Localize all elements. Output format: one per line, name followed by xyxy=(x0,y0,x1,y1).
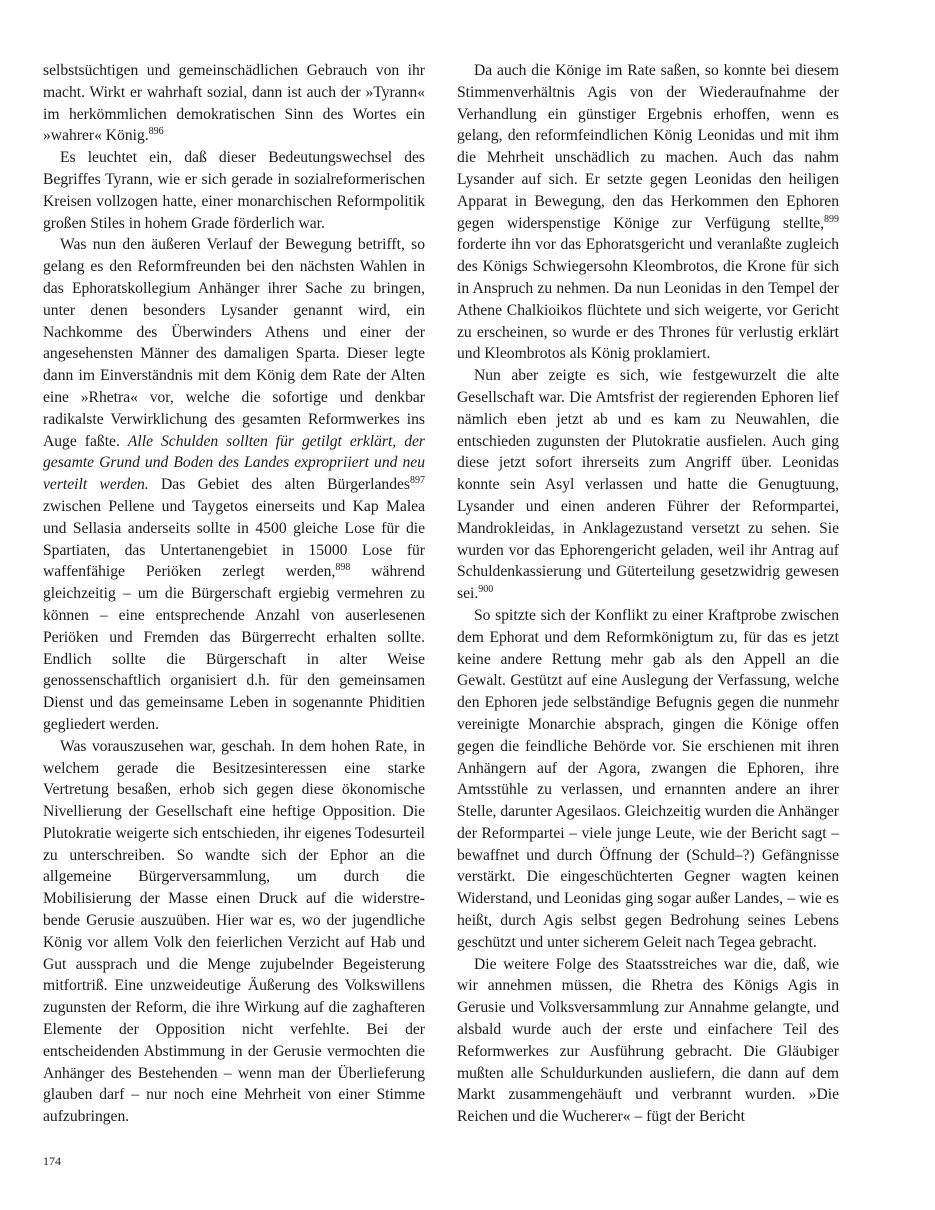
right-text-column xyxy=(457,60,839,1128)
paragraph: Die weitere Folge des Staatsstreiches war die, daß, wie wir annehmen müssen, die Rhetra des Königs Agis in Gerusie und Volksversammlung zur Annahme gelangte, und alsbald wurde auch der erste und einfachere Teil des Reformwerkes zur Ausführung gebracht. Die Gläubiger mußten alle Schuldurkunden ausliefern, die dann auf dem Markt zusammengehäuft und verbrannt wurden. »Die Reichen und die Wucherer« – fügt der Bericht xyxy=(457,955,839,1126)
paragraph: Nun aber zeigte es sich, wie festgewurzelt die alte Gesellschaft war. Die Amtsfrist der regierenden Ephoren lief nämlich eben jetzt ab und es kam zu Neuwahlen, die entschieden zugunsten der Plutokratie ausfielen. Auch ging diese jetzt sofort ihrerseits zum Angriff über. Leonidas konnte sein Asyl verlassen und hatte die Genugtuung, Lysander und einen anderen Führer der Reformpartei, Mandrokleidas, in Anklagezustand versetzt zu sehen. Sie wurden vor das Ephorengericht geladen, weil ihr Antrag auf Schuldenkassierung und Güterteilung gesetzwidrig gewesen sei.$^{900}$ xyxy=(457,367,839,603)
paragraph: Da auch die Könige im Rate saßen, so konnte bei diesem Stimmenverhältnis Agis von der Wiederaufnahme der Verhandlung ein günstiger Ergebnis erhoffen, wenn es gelang, den reformfeindlichen König Leonidas und mit ihm die Mehrheit unschädlich zu machen. Auch das nahm Lysander auf sich. Er setzte gegen Leonidas den heiligen Apparat in Bewegung, den das Herkommen den Ephoren gegen widerspenstige Könige zur Verfügung stellte,$^{899}$ forderte ihn vor das Ephoratsgericht und veranlaßte zugleich des Königs Schwiegersohn Kleombrotos, die Krone für sich in Anspruch zu nehmen. Da nun Leonidas in den Tempel der Athene Chalkioikos flüchtete und sich weigerte, vor Gericht zu erscheinen, so wurde er des Thrones für verlustig erklärt und Kleombrotos als König proklamiert. xyxy=(457,62,839,363)
paragraph: So spitzte sich der Konflikt zu einer Kraftprobe zwischen dem Ephorat und dem Reformkönigtum zu, für das es jetzt keine andere Rettung mehr gab als den Appell an die Gewalt. Gestützt auf eine Auslegung der Verfassung, welche den Ephoren jede selbständige Befugnis gegen die nunmehr vereinigte Monarchie absprach, gingen die Könige offen gegen die feindliche Behörde vor. Sie erschienen mit ihren Anhängern auf der Agora, zwangen die Ephoren, ihre Amtsstühle zu verlassen, und ernannten andere an ihrer Stelle, darunter Agesilaos. Gleichzeitig wurden die Anhänger der Reformpartei – viele junge Leute, wie der Bericht sagt – bewaffnet und durch Öffnung der (Schuld–?) Gefängnisse verstärkt. Die eingeschüchterten Gegner wagten keinen Widerstand, und Leonidas ging sogar außer Landes, – wie es heißt, durch Agis selbst gegen Bedrohung seines Lebens geschützt und unter sicherem Geleit nach Tegea gebracht. xyxy=(457,606,839,951)
page-number: 174 xyxy=(43,1154,61,1168)
paragraph: Es leuchtet ein, daß dieser Bedeutungswechsel des Begriffes Tyrann, wie er sich gerade in sozialreformerischen Kreisen vollzogen hatte, einer monarchischen Reformpolitik großen Stiles in hohem Grade förderlich war. xyxy=(43,149,425,232)
paragraph: selbstsüchtigen und gemeinschädlichen Gebrauch von ihr macht. Wirkt er wahrhaft sozial, dann ist auch der »Tyrann« im herkömmlichen demokratischen Sinn des Wortes ein »wahrer« König.$^{896}$ xyxy=(43,62,425,145)
paragraph: Was nun den äußeren Verlauf der Bewegung betrifft, so gelang es den Reformfreunden bei den nächsten Wahlen in das Ephoratskollegium Anhänger ihrer Sache zu bringen, unter denen besonders Lysander genannt wird, ein Nachkomme des Überwinders Athens und einer der angesehensten Männer des damaligen Sparta. Dieser legte dann im Einverständnis mit dem König dem Rate der Alten eine »Rhetra« vor, welche die sofortige und denkbar radikalste Verwirklichung des gesamten Reformwerkes ins Auge faßte. Alle Schulden sollten für getilgt erklärt, der gesamte Grund und Boden des Landes expropriiert und neu verteilt werden. Das Gebiet des alten Bürgerlandes$^{897}$ zwischen Pellene und Taygetos einerseits und Kap Malea und Sellasia anderseits sollte in 4500 gleiche Lose für die Spartiaten, das Untertanengebiet in 15000 Lose für waffenfähige Periöken zerlegt werden,$^{898}$ während gleichzeitig – um die Bürgerschaft ergiebig vermehren zu können – eine entsprechende Anzahl von auserlesenen Periöken und Fremden das Bürgerrecht erhalten sollte. Endlich sollte die Bürgerschaft in alter Weise genossenschaftlich organisiert d.h. für den gemeinsamen Dienst und das gemeinsame Leben in sogenannte Phiditien gegliedert werden. xyxy=(43,236,425,733)
left-text-column xyxy=(43,60,425,1128)
paragraph: Was vorauszusehen war, geschah. In dem hohen Rate, in welchem gerade die Besitzesinteressen eine starke Vertretung besaßen, erhob sich gegen diese ökonomische Nivellierung der Gesellschaft eine heftige Opposition. Die Plutokratie weigerte sich entschieden, ihr eigenes Todesurteil zu unterschreiben. So wandte sich der Ephor an die allgemeine Bürgerversammlung, um durch die Mobilisierung der Masse einen Druck auf die widerstrebende Gerusie auszuüben. Hier war es, wo der jugendliche König vor allem Volk den feierlichen Verzicht auf Hab und Gut aussprach und die Menge zujubelnder Begeisterung mitfortriß. Eine unzweideutige Äußerung des Volkswillens zugunsten der Reform, die ihre Wirkung auf die zaghafteren Elemente der Opposition nicht verfehlte. Bei der entscheidenden Abstimmung in der Gerusie vermochten die Anhänger des Bestehenden – wenn man der Überlieferung glauben darf – nur noch eine Mehrheit von einer Stimme aufzubringen. xyxy=(43,737,425,1126)
